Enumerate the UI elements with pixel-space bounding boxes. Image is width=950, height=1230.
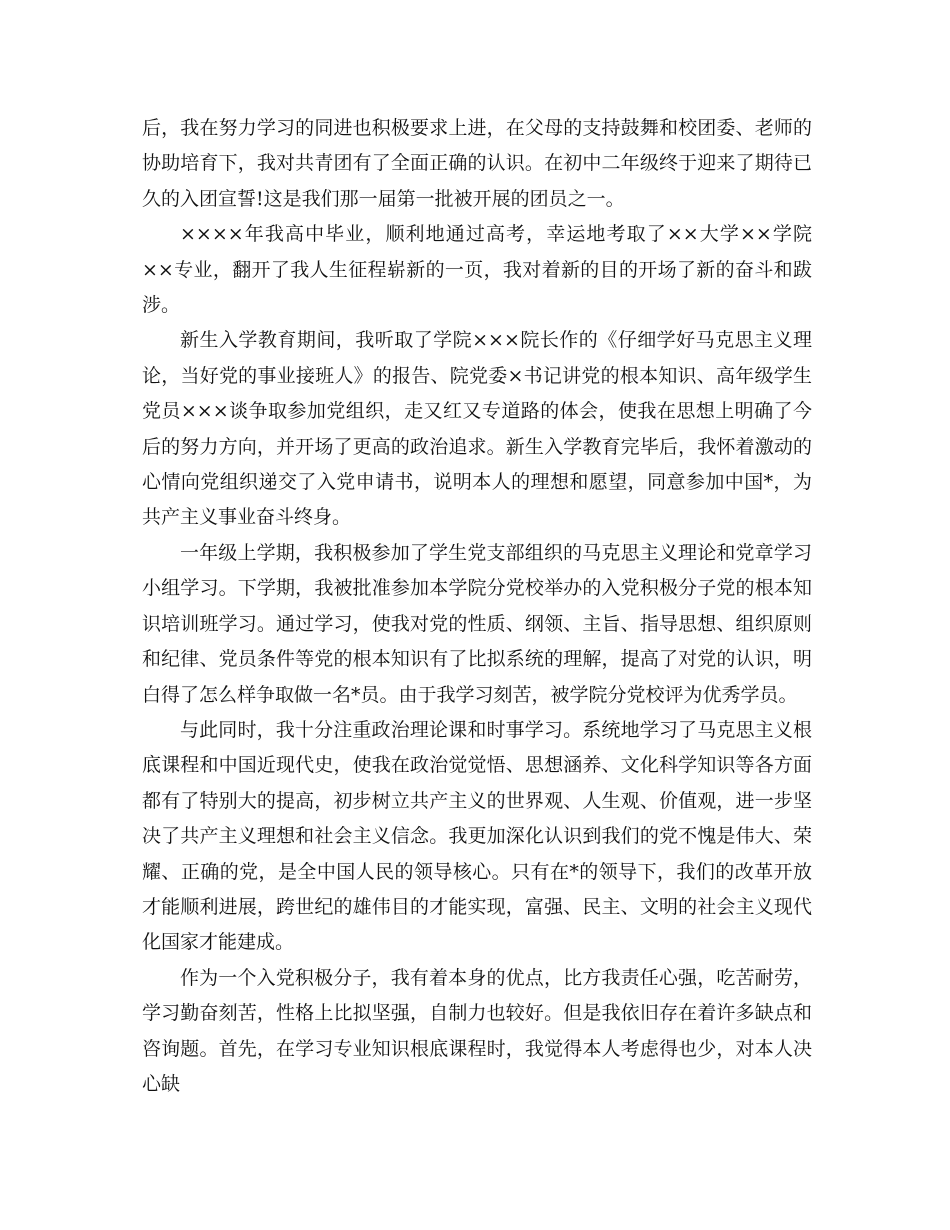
paragraph-2: ××××年我高中毕业，顺利地通过高考，幸运地考取了××大学××学院××专业，翻开了我人生征程崭新的一页，我对着新的目的开场了新的奋斗和跋涉。 [142, 223, 812, 317]
document-body [142, 111, 812, 1102]
paragraph-6: 作为一个入党积极分子，我有着本身的优点，比方我责任心强，吃苦耐劳，学习勤奋刻苦，性格上比拟坚强，自制力也较好。但是我依旧存在着许多缺点和咨询题。首先，在学习专业知识根底课程时，我觉得本人考虑得也少，对本人决心缺 [142, 966, 812, 1095]
paragraph-5: 与此同时，我十分注重政治理论课和时事学习。系统地学习了马克思主义根底课程和中国近现代史，使我在政治觉觉悟、思想涵养、文化科学知识等各方面都有了特别大的提高，初步树立共产主义的世界观、人生观、价值观，进一步坚决了共产主义理想和社会主义信念。我更加深化认识到我们的党不愧是伟大、荣耀、正确的党，是全中国人民的领导核心。只有在*的领导下，我们的改革开放才能顺利进展，跨世纪的雄伟目的才能实现，富强、民主、文明的社会主义现代化国家才能建成。 [142, 718, 812, 954]
paragraph-1: 后，我在努力学习的同进也积极要求上进，在父母的支持鼓舞和校团委、老师的协助培育下，我对共青团有了全面正确的认识。在初中二年级终于迎来了期待已久的入团宣誓!这是我们那一届第一批被开展的团员之一。 [142, 117, 812, 210]
paragraph-4: 一年级上学期，我积极参加了学生党支部组织的马克思主义理论和党章学习小组学习。下学期，我被批准参加本学院分党校举办的入党积极分子党的根本知识培训班学习。通过学习，使我对党的性质、纲领、主旨、指导思想、组织原则和纪律、党员条件等党的根本知识有了比拟系统的理解，提高了对党的认识，明白得了怎么样争取做一名*员。由于我学习刻苦，被学院分党校评为优秀学员。 [142, 541, 812, 706]
paragraph-3: 新生入学教育期间，我听取了学院×××院长作的《仔细学好马克思主义理论，当好党的事业接班人》的报告、院党委×书记讲党的根本知识、高年级学生党员×××谈争取参加党组织，走又红又专道路的体会，使我在思想上明确了今后的努力方向，并开场了更高的政治追求。新生入学教育完毕后，我怀着激动的心情向党组织递交了入党申请书，说明本人的理想和愿望，同意参加中国*，为共产主义事业奋斗终身。 [142, 329, 812, 529]
